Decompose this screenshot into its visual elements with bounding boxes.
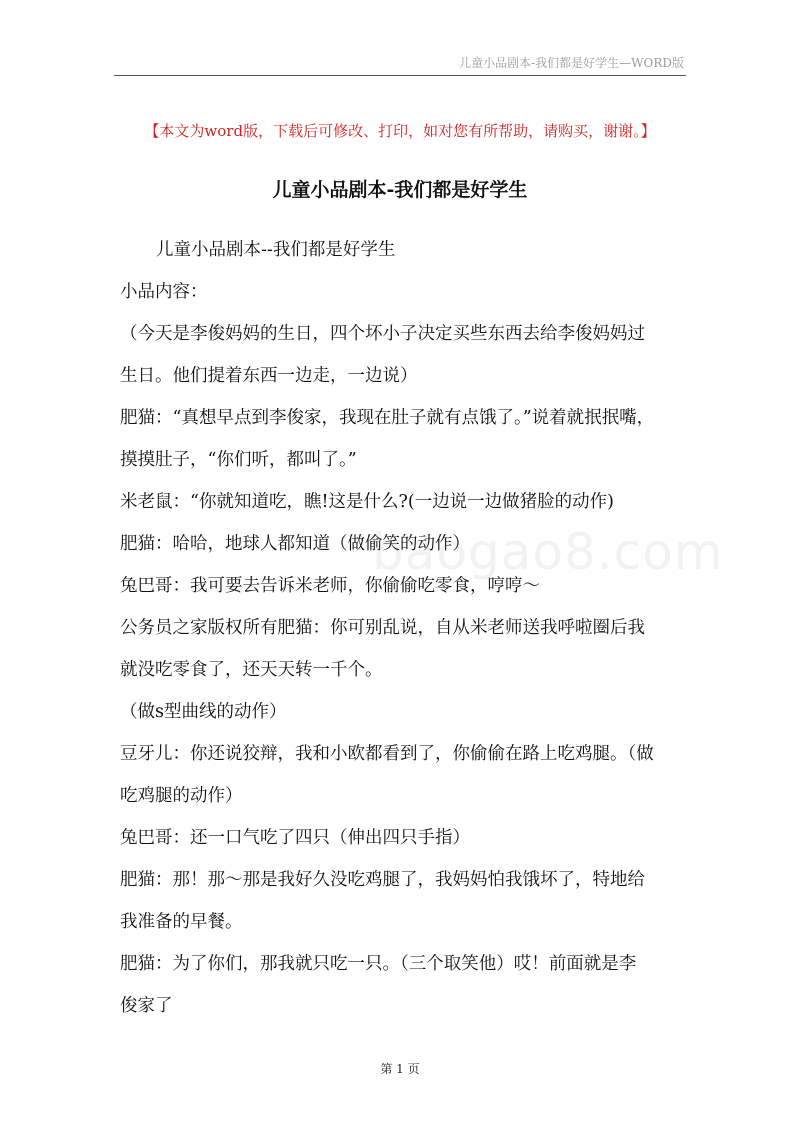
header-rule bbox=[114, 75, 686, 76]
body-line: 肥猫：“真想早点到李俊家，我现在肚子就有点饿了。”说着就抿抿嘴， bbox=[120, 408, 655, 428]
body-line: （做s型曲线的动作） bbox=[120, 702, 287, 722]
body-line: 我准备的早餐。 bbox=[120, 912, 243, 932]
body-line: 兔巴哥：还一口气吃了四只（伸出四只手指） bbox=[120, 828, 470, 848]
body-line: 肥猫：那！那～那是我好久没吃鸡腿了，我妈妈怕我饿坏了，特地给 bbox=[120, 870, 645, 890]
page-number: 第 1 页 bbox=[380, 1062, 420, 1076]
body-line: 豆牙儿：你还说狡辩，我和小欧都看到了，你偷偷在路上吃鸡腿。（做 bbox=[120, 744, 654, 764]
body-line: 米老鼠：“你就知道吃，瞧!这是什么?(一边说一边做猪脸的动作) bbox=[120, 492, 615, 512]
document-title: 儿童小品剧本-我们都是好学生 bbox=[272, 179, 528, 201]
body-text bbox=[120, 236, 700, 1034]
body-line: 就没吃零食了，还天天转一千个。 bbox=[120, 660, 383, 680]
body-line: 兔巴哥：我可要去告诉米老师，你偷偷吃零食，哼哼～ bbox=[120, 576, 540, 596]
body-line: 俊家了 bbox=[120, 996, 173, 1016]
body-line: 生日。他们提着东西一边走，一边说） bbox=[120, 366, 418, 386]
body-line: 摸摸肚子，“你们听，都叫了。” bbox=[120, 450, 357, 470]
body-line: 小品内容： bbox=[120, 282, 208, 302]
header-running-title: 儿童小品剧本-我们都是好学生—WORD版 bbox=[459, 56, 684, 70]
body-line: 儿童小品剧本--我们都是好学生 bbox=[156, 240, 396, 260]
body-line: 公务员之家版权所有肥猫：你可别乱说，自从米老师送我呼啦圈后我 bbox=[120, 618, 645, 638]
body-line: 肥猫：哈哈，地球人都知道（做偷笑的动作） bbox=[120, 534, 470, 554]
watermark: baogao8.com bbox=[372, 523, 724, 581]
body-line: （今天是李俊妈妈的生日，四个坏小子决定买些东西去给李俊妈妈过 bbox=[120, 324, 645, 344]
body-line: 吃鸡腿的动作） bbox=[120, 786, 243, 806]
body-line: 肥猫：为了你们，那我就只吃一只。（三个取笑他）哎！前面就是李 bbox=[120, 954, 637, 974]
notice-banner: 【本文为word版，下载后可修改、打印，如对您有所帮助，请购买，谢谢。】 bbox=[144, 122, 656, 140]
